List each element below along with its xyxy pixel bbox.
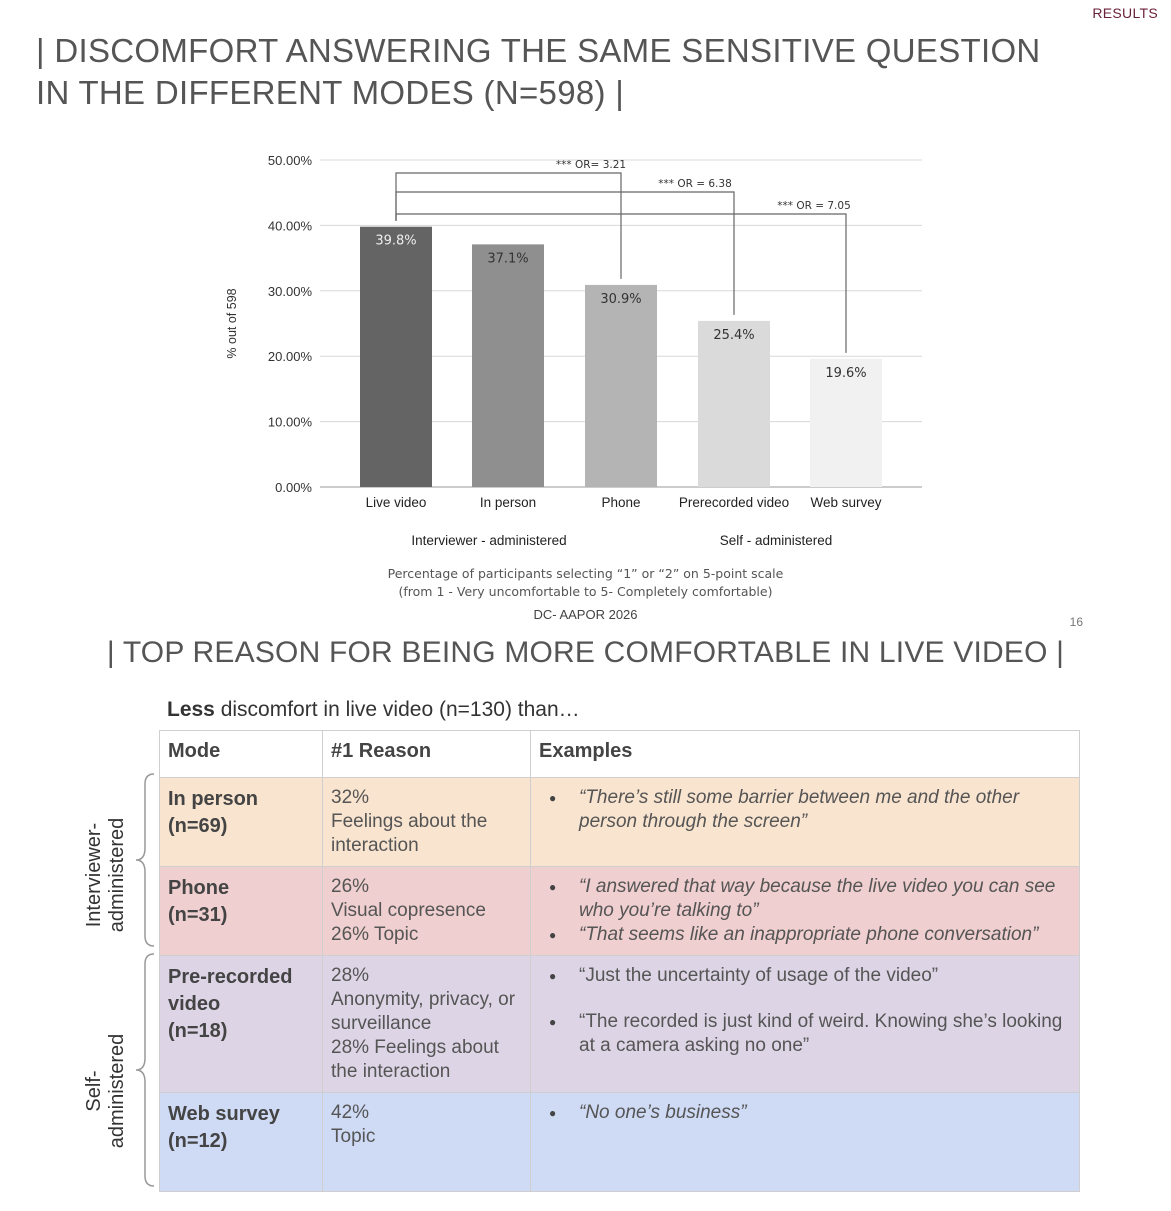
self-bracket xyxy=(132,950,158,1190)
header-mode: Mode xyxy=(160,731,323,778)
reason-line: Feelings about the interaction xyxy=(331,811,488,856)
reasons-table xyxy=(159,730,1080,1192)
y-tick-label: 30.00% xyxy=(267,283,312,299)
reason-line: Topic xyxy=(331,1126,376,1147)
intro-bold: Less xyxy=(167,698,215,721)
side-label-line: Interviewer- xyxy=(83,822,105,928)
side-label-line: administered xyxy=(106,817,128,933)
reason-line: 28% Feelings about the interaction xyxy=(331,1037,499,1082)
examples-cell xyxy=(531,778,1080,867)
y-axis-label: % out of 598 xyxy=(225,288,239,359)
table-intro xyxy=(167,698,580,722)
table-row xyxy=(160,867,1080,956)
side-label-line: Self- xyxy=(83,1070,105,1112)
mode-name: Pre-recorded video xyxy=(168,966,293,1015)
side-label-line: administered xyxy=(106,1033,128,1149)
side-label-self xyxy=(83,971,129,1211)
slide-title-line-1: | DISCOMFORT ANSWERING THE SAME SENSITIVE QUESTION xyxy=(36,32,1041,69)
table-row xyxy=(160,778,1080,867)
reason-cell xyxy=(323,1093,531,1192)
reason-cell xyxy=(323,867,531,956)
reason-cell xyxy=(323,956,531,1093)
bar-live-video xyxy=(360,227,432,487)
significance-label: *** OR = 6.38 xyxy=(658,178,732,190)
bar-value-label: 19.6% xyxy=(825,365,867,381)
intro-rest: discomfort in live video (n=130) than… xyxy=(214,698,580,721)
x-tick-label: Phone xyxy=(601,495,641,510)
examples-cell xyxy=(531,1093,1080,1192)
chart-caption-line-1: Percentage of participants selecting “1” or “2” on 5-point scale xyxy=(387,566,784,581)
bar-value-label: 25.4% xyxy=(713,327,755,343)
mode-n: (n=31) xyxy=(168,904,228,926)
examples-cell xyxy=(531,956,1080,1093)
mode-name: Phone xyxy=(168,877,230,899)
mode-n: (n=18) xyxy=(168,1020,228,1042)
reason-line: Anonymity, privacy, or surveillance xyxy=(331,989,516,1034)
mode-n: (n=12) xyxy=(168,1130,228,1152)
example-quote: ● “That seems like an inappropriate phone conversation” xyxy=(539,923,1071,947)
x-tick-label: Live video xyxy=(365,495,427,510)
chart-caption-line-2: (from 1 - Very uncomfortable to 5- Completely comfortable) xyxy=(398,584,773,599)
y-tick-label: 40.00% xyxy=(267,218,312,234)
reason-line: 32% xyxy=(331,787,370,808)
bar-value-label: 30.9% xyxy=(600,291,642,307)
bar-phone xyxy=(585,285,657,487)
y-tick-label: 50.00% xyxy=(267,153,312,168)
example-quote: ● “There’s still some barrier between me and the other person through the screen” xyxy=(539,786,1071,834)
slide-title xyxy=(36,30,1116,114)
footer-text: DC- AAPOR 2026 xyxy=(533,607,638,622)
y-tick-label: 20.00% xyxy=(267,349,312,365)
reason-line: Visual copresence xyxy=(331,900,486,921)
significance-bracket xyxy=(396,192,734,315)
side-label-interviewer xyxy=(83,755,129,995)
bar-value-label: 39.8% xyxy=(375,233,417,249)
mode-cell xyxy=(160,1093,323,1192)
section-title: | TOP REASON FOR BEING MORE COMFORTABLE IN LIVE VIDEO | xyxy=(106,636,1065,669)
discomfort-bar-chart xyxy=(0,140,1171,560)
reason-line: 26% xyxy=(331,876,370,897)
group-label: Interviewer - administered xyxy=(411,533,567,548)
y-tick-label: 0.00% xyxy=(275,480,312,495)
interviewer-bracket xyxy=(132,770,158,950)
reason-cell xyxy=(323,778,531,867)
x-tick-label: In person xyxy=(479,495,537,510)
reason-line: 26% Topic xyxy=(331,924,419,945)
table-row xyxy=(160,1093,1080,1192)
section-label: RESULTS xyxy=(1092,5,1158,21)
mode-cell xyxy=(160,867,323,956)
header-examples: Examples xyxy=(531,731,1080,778)
header-reason: #1 Reason xyxy=(323,731,531,778)
table-row xyxy=(160,956,1080,1093)
x-tick-label: Prerecorded video xyxy=(678,495,790,510)
example-quote: ● “Just the uncertainty of usage of the video” xyxy=(539,964,1071,988)
mode-n: (n=69) xyxy=(168,815,228,837)
significance-label: *** OR= 3.21 xyxy=(555,159,627,171)
reason-line: 28% xyxy=(331,965,370,986)
example-quote: ● “I answered that way because the live video you can see who you’re talking to” xyxy=(539,875,1071,923)
examples-cell xyxy=(531,867,1080,956)
bar-in-person xyxy=(472,244,544,487)
example-quote: ● “The recorded is just kind of weird. Knowing she’s looking at a camera asking no one” xyxy=(539,1010,1071,1058)
slide-title-line-2: IN THE DIFFERENT MODES (N=598) | xyxy=(36,74,625,111)
page-number: 16 xyxy=(1069,615,1083,629)
mode-cell xyxy=(160,778,323,867)
significance-label: *** OR = 7.05 xyxy=(777,200,851,212)
mode-name: In person xyxy=(168,788,259,810)
y-tick-label: 10.00% xyxy=(267,414,312,430)
group-label: Self - administered xyxy=(719,533,833,548)
x-tick-label: Web survey xyxy=(810,495,882,510)
table-header-row xyxy=(160,731,1080,778)
mode-name: Web survey xyxy=(168,1103,280,1125)
example-quote: ● “No one’s business” xyxy=(539,1101,1071,1125)
mode-cell xyxy=(160,956,323,1093)
bar-prerecorded-video xyxy=(698,321,770,487)
bar-value-label: 37.1% xyxy=(487,251,529,267)
reason-line: 42% xyxy=(331,1102,370,1123)
